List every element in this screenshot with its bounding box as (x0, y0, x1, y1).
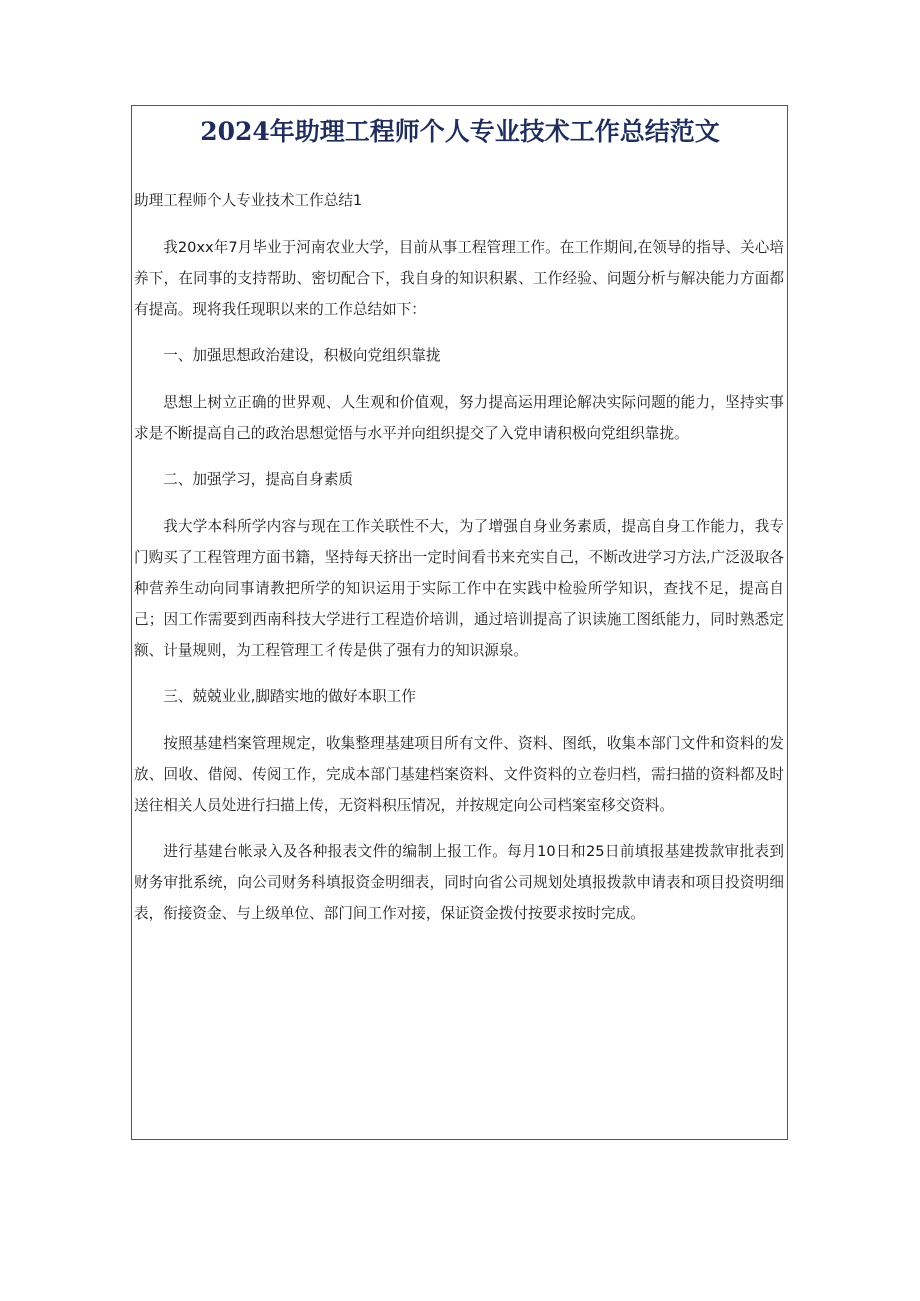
heading-section-2: 二、加强学习，提高自身素质 (163, 471, 353, 488)
paragraph-section-1: 思想上树立正确的世界观、人生观和价值观，努力提高运用理论解决实际问题的能力，坚持实事求是不断提高自己的政治思想觉悟与水平并向组织提交了入党申请积极向党组织靠拢。 (134, 393, 784, 442)
paragraph-section-3-a: 按照基建档案管理规定，收集整理基建项目所有文件、资料、图纸，收集本部门文件和资料的发放、回收、借阅、传阅工作，完成本部门基建档案资料、文件资料的立卷归档，需扫描的资料都及时送往相关人员处进行扫描上传，无资料积压情况，并按规定向公司档案室移交资料。 (134, 734, 784, 814)
paragraph-section-2: 我大学本科所学内容与现在工作关联性不大，为了增强自身业务素质，提高自身工作能力，我专门购买了工程管理方面书籍，坚持每天挤出一定时间看书来充实自己，不断改进学习方法,广泛汲取各种营养生动向同事请教把所学的知识运用于实际工作中在实践中检验所学知识，查找不足，提高自己；因工作需要到西南科技大学进行工程造价培训，通过培训提高了识读施工图纸能力，同时熟悉定额、计量规则，为工程管理工彳传是供了强有力的知识源泉。 (134, 517, 784, 659)
section-subtitle: 助理工程师个人专业技术工作总结1 (134, 192, 363, 209)
document-title: 2024年助理工程师个人专业技术工作总结范文 (200, 117, 720, 146)
paragraph-section-3-b: 进行基建台帐录入及各种报表文件的编制上报工作。每月10日和25日前填报基建拨款审批表到财务审批系统，向公司财务科填报资金明细表，同时向省公司规划处填报拨款申请表和项目投资明细表，衔接资金、与上级单位、部门间工作对接，保证资金拨付按要求按时完成。 (134, 843, 784, 922)
heading-section-1: 一、加强思想政治建设，积极向党组织靠拢 (163, 347, 441, 364)
document-body (134, 185, 784, 945)
paragraph-intro: 我20xx年7月毕业于河南农业大学，目前从事工程管理工作。在工作期间,在领导的指导、关心培养下，在同事的支持帮助、密切配合下，我自身的知识积累、工作经验、问题分析与解决能力方面都有提高。现将我任现职以来的工作总结如下： (134, 238, 784, 318)
heading-section-3: 三、兢兢业业,脚踏实地的做好本职工作 (163, 688, 416, 705)
